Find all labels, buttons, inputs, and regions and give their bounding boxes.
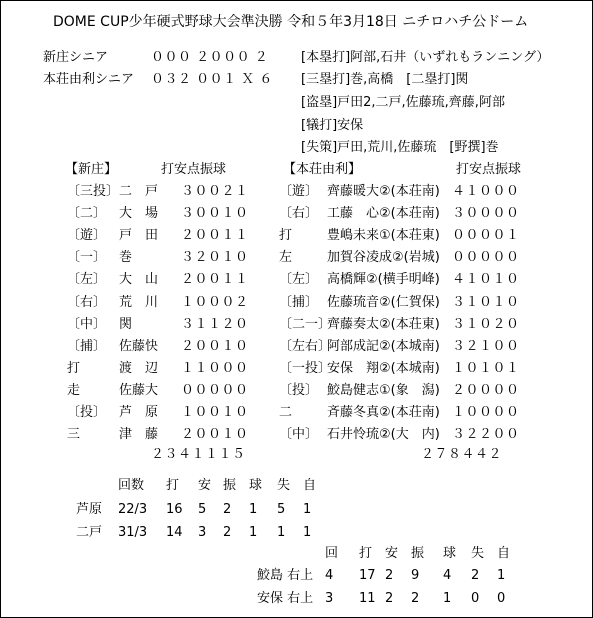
note-home-runs: [本塁打]阿部,石井（いずれもランニング）	[301, 50, 550, 65]
batter-name: 鮫島健志①(象 潟)	[327, 383, 440, 398]
pitching-value: 1	[277, 525, 286, 540]
pitching-value: 0	[497, 591, 506, 606]
batter-stats: ０００００	[452, 250, 520, 265]
pitching-header: 球	[249, 478, 263, 493]
pitching-header: 回数	[118, 478, 145, 493]
pitching-value: 5	[277, 502, 286, 517]
pitching-header: 球	[443, 546, 457, 561]
right-batting-total: ２７８４４２	[421, 447, 503, 462]
pitching-header: 失	[277, 478, 291, 493]
pitching-value: 2	[411, 591, 420, 606]
pitching-header: 自	[497, 546, 511, 561]
batter-position: 〔二一〕	[279, 317, 332, 332]
batter-position: 〔二〕	[67, 206, 107, 221]
pitching-header: 失	[471, 546, 485, 561]
batter-name: 関	[119, 317, 133, 332]
pitcher-name: 安保 右上	[257, 591, 314, 606]
batter-name: 巻	[119, 250, 133, 265]
batter-position: 〔右〕	[279, 206, 319, 221]
pitching-value: 14	[166, 525, 183, 540]
batter-name: 阿部成記②(本城南)	[327, 339, 440, 354]
note-triples-doubles: [三塁打]巻,高橋 [二塁打]関	[301, 72, 469, 87]
batter-position: 打	[279, 228, 293, 243]
batter-stats: １０１０１	[452, 361, 520, 376]
linescore-team-name: 新庄シニア	[43, 50, 109, 65]
batter-position: 〔中〕	[279, 427, 319, 442]
batter-name: 安保 翔②(本城南)	[327, 361, 440, 376]
batter-name: 津 藤	[119, 427, 159, 442]
pitching-header: 回	[325, 546, 339, 561]
pitching-header: 打	[359, 546, 373, 561]
pitching-value: 17	[359, 568, 376, 583]
pitching-value: 1	[249, 502, 258, 517]
batter-name: 齊藤暖大②(本荘南)	[327, 184, 440, 199]
batter-stats: ２００１１	[181, 228, 249, 243]
batter-name: 工藤 心②(本荘南)	[327, 206, 440, 221]
left-batting-total: ２３４１１１５	[151, 447, 246, 462]
batter-stats: ２００１０	[181, 427, 249, 442]
pitching-value: 5	[198, 502, 207, 517]
batter-position: 〔右〕	[67, 295, 107, 310]
batter-stats: ３１１２０	[181, 317, 249, 332]
pitching-value: 2	[471, 568, 480, 583]
page-title: DOME CUP少年硬式野球大会準決勝 令和５年3月18日 ニチロハチ公ドーム	[53, 14, 529, 30]
note-errors: [失策]戸田,荒川,佐藤琉 [野撰]巻	[301, 140, 499, 155]
batter-stats: １０００２	[181, 295, 249, 310]
batter-position: 〔左〕	[67, 272, 107, 287]
batter-position: 〔投〕	[279, 383, 319, 398]
pitching-value: 9	[411, 568, 420, 583]
pitcher-name: 芦原	[76, 502, 103, 517]
batter-position: 〔一投〕	[279, 361, 332, 376]
batter-stats: ２００１１	[181, 272, 249, 287]
batter-name: 斉藤冬真②(本荘南)	[327, 405, 440, 420]
pitching-value: 1	[249, 525, 258, 540]
batter-name: 大 場	[119, 206, 159, 221]
batter-name: 佐藤琉音②(仁賀保)	[327, 295, 440, 310]
pitching-value: 1	[443, 591, 452, 606]
pitching-value: 1	[497, 568, 506, 583]
note-sacrifice: [犠打]安保	[301, 118, 364, 133]
pitching-header: 自	[303, 478, 317, 493]
batter-stats: ２００１０	[181, 339, 249, 354]
left-stats-header: 打安点振球	[161, 162, 227, 177]
pitching-header: 安	[385, 546, 399, 561]
batter-stats: ３２１００	[452, 339, 520, 354]
batter-position: 打	[67, 361, 81, 376]
pitching-value: 31/3	[118, 525, 148, 540]
pitching-value: 4	[443, 568, 452, 583]
batter-name: 渡 辺	[119, 361, 159, 376]
batter-stats: ３００００	[452, 206, 520, 221]
batter-name: 芦 原	[119, 405, 159, 420]
batter-stats: ３００２１	[181, 184, 249, 199]
batter-stats: ３００１０	[181, 206, 249, 221]
pitching-value: 2	[223, 502, 232, 517]
batter-position: 〔捕〕	[67, 339, 107, 354]
left-team-name: 【新庄】	[65, 162, 118, 177]
pitching-value: 16	[166, 502, 183, 517]
pitching-value: 1	[303, 525, 312, 540]
batter-name: 戸 田	[119, 228, 159, 243]
batter-stats: ３２２００	[452, 427, 520, 442]
pitching-value: 3	[325, 591, 334, 606]
pitching-value: 22/3	[118, 502, 148, 517]
batter-stats: ３１０２０	[452, 317, 520, 332]
batter-stats: ２００００	[452, 383, 520, 398]
batter-position: 〔三投〕	[67, 184, 120, 199]
batter-position: 〔一〕	[67, 250, 107, 265]
batter-stats: １００１０	[181, 405, 249, 420]
batter-stats: ４１０００	[452, 184, 520, 199]
pitching-value: 2	[223, 525, 232, 540]
pitching-value: 11	[359, 591, 376, 606]
pitching-value: 0	[471, 591, 480, 606]
pitching-header: 振	[411, 546, 425, 561]
batter-stats: ００００１	[452, 228, 520, 243]
batter-position: 〔遊〕	[279, 184, 319, 199]
pitching-value: 2	[385, 591, 394, 606]
batter-position: 〔捕〕	[279, 295, 319, 310]
batter-name: 齊藤奏太②(本荘東)	[327, 317, 440, 332]
linescore-innings: ０３２ ００１ Ｘ ６	[151, 72, 273, 87]
pitcher-name: 鮫島 右上	[257, 568, 314, 583]
pitching-value: 2	[385, 568, 394, 583]
batter-position: 〔投〕	[67, 405, 107, 420]
pitching-value: 4	[325, 568, 334, 583]
linescore-team-name: 本荘由利シニア	[43, 72, 135, 87]
batter-stats: ３２０１０	[181, 250, 249, 265]
batter-position: 〔中〕	[67, 317, 107, 332]
batter-position: 走	[67, 383, 81, 398]
pitching-header: 打	[166, 478, 180, 493]
batter-stats: １１０００	[181, 361, 249, 376]
batter-name: 大 山	[119, 272, 159, 287]
batter-name: 高橋輝②(横手明峰)	[327, 272, 440, 287]
pitching-value: 1	[303, 502, 312, 517]
linescore-innings: ０００ ２０００ ２	[151, 50, 269, 65]
batter-stats: ４１０１０	[452, 272, 520, 287]
batter-name: 石井怜琉②(大 内)	[327, 427, 440, 442]
batter-position: 左	[279, 250, 293, 265]
batter-stats: ３１０１０	[452, 295, 520, 310]
batter-position: 三	[67, 427, 81, 442]
batter-stats: ０００００	[181, 383, 249, 398]
batter-name: 荒 川	[119, 295, 159, 310]
batter-name: 佐藤快	[119, 339, 159, 354]
pitching-header: 安	[198, 478, 212, 493]
right-stats-header: 打安点振球	[456, 162, 522, 177]
batter-position: 〔左右〕	[279, 339, 332, 354]
note-stolen-bases: [盗塁]戸田2,二戸,佐藤琉,齊藤,阿部	[301, 95, 505, 110]
batter-name: 佐藤大	[119, 383, 159, 398]
pitcher-name: 二戸	[76, 525, 103, 540]
batter-name: 加賀谷凌成②(岩城)	[327, 250, 440, 265]
batter-name: 二 戸	[119, 184, 159, 199]
pitching-value: 3	[198, 525, 207, 540]
batter-position: 〔遊〕	[67, 228, 107, 243]
batter-name: 豊嶋未来①(本荘東)	[327, 228, 440, 243]
right-team-name: 【本荘由利】	[283, 162, 362, 177]
pitching-header: 振	[223, 478, 237, 493]
batter-stats: １００００	[452, 405, 520, 420]
batter-position: 二	[279, 405, 293, 420]
batter-position: 〔左〕	[279, 272, 319, 287]
